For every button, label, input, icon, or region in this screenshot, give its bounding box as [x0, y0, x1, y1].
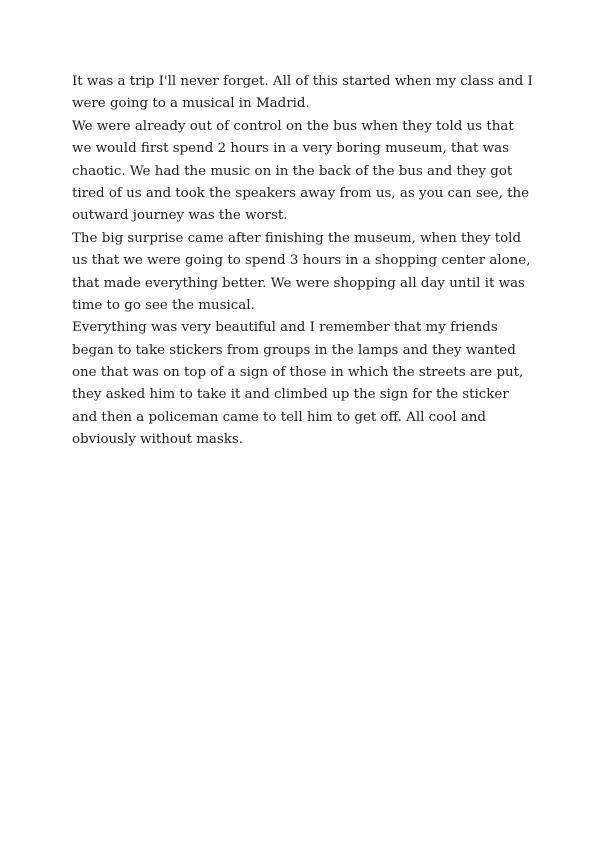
text-line: It was a trip I'll never forget. All of this started when my class and I	[72, 74, 533, 89]
text-line: time to go see the musical.	[72, 297, 255, 313]
text-line: they asked him to take it and climbed up the sign for the sticker	[72, 387, 509, 403]
text-line: We were already out of control on the bus when they told us that	[72, 118, 514, 134]
text-line: Everything was very beautiful and I remember that my friends	[72, 320, 498, 336]
story-text	[72, 71, 532, 452]
text-line: that made everything better. We were shopping all day until it was	[72, 275, 525, 291]
text-line: we would first spend 2 hours in a very boring museum, that was	[72, 141, 509, 157]
text-line: were going to a musical in Madrid.	[72, 96, 310, 112]
text-line: obviously without masks.	[72, 432, 244, 448]
text-line: us that we were going to spend 3 hours in a shopping center alone,	[72, 253, 531, 269]
text-line: tired of us and took the speakers away from us, as you can see, the	[72, 185, 530, 201]
text-line: began to take stickers from groups in the lamps and they wanted	[72, 342, 516, 358]
text-line: chaotic. We had the music on in the back of the bus and they got	[72, 163, 513, 179]
text-line: outward journey was the worst.	[72, 208, 288, 224]
text-line: one that was on top of a sign of those in which the streets are put,	[72, 365, 524, 381]
text-line: and then a policeman came to tell him to get off. All cool and	[72, 409, 486, 425]
text-line: The big surprise came after finishing the museum, when they told	[72, 230, 522, 246]
